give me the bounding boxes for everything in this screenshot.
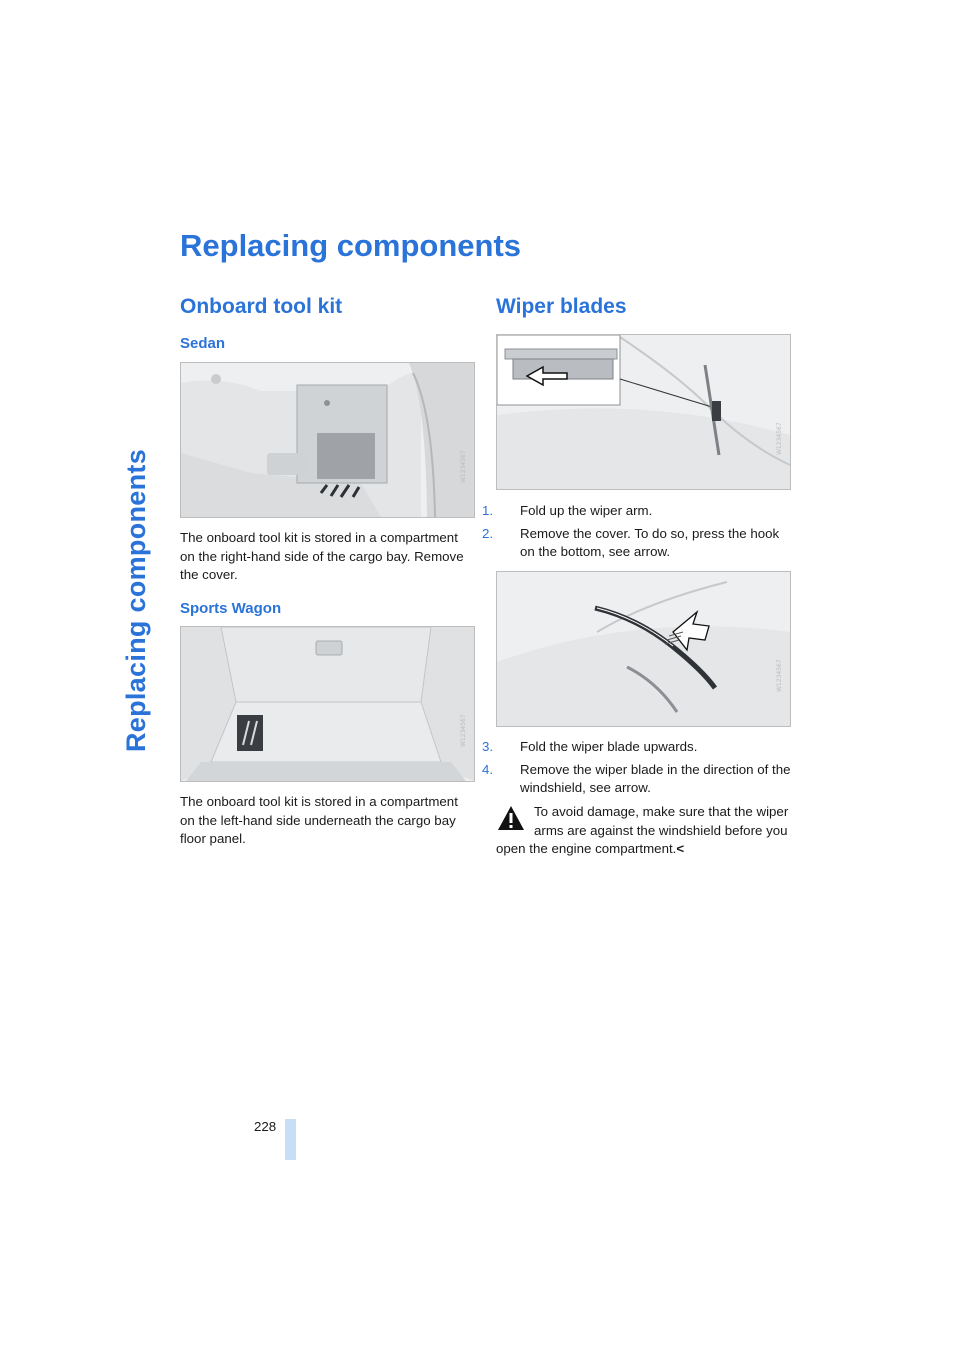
warning-end-mark: < (676, 841, 685, 856)
wagon-text: The onboard tool kit is stored in a compartment on the left-hand side underneath the cargo bay floor panel. (180, 794, 458, 846)
page-number: 228 (254, 1119, 277, 1134)
step-item (482, 502, 792, 521)
step-number: 3. (482, 739, 494, 754)
sedan-heading: Sedan (180, 335, 226, 352)
svg-text:W1234567: W1234567 (460, 450, 467, 483)
wiper-steps-a (482, 502, 792, 566)
wiper-blades-heading: Wiper blades (496, 295, 627, 318)
step-item (482, 761, 792, 798)
svg-text:W1234567: W1234567 (776, 659, 783, 692)
svg-text:W1234567: W1234567 (460, 714, 467, 747)
step-number: 2. (482, 525, 494, 541)
step-item (482, 525, 792, 562)
step-item (482, 738, 792, 757)
wagon-cargo-illustration (180, 626, 475, 782)
warning-note (496, 803, 792, 859)
page-marker-bar (285, 1119, 296, 1160)
sedan-text: The onboard tool kit is stored in a compartment on the right-hand side of the cargo bay. Remove the cover. (180, 530, 464, 582)
side-chapter-title-text: Replacing components (121, 448, 152, 752)
page-title: Replacing components (180, 228, 522, 263)
svg-text:W1234567: W1234567 (776, 422, 783, 455)
wiper-cover-illustration (496, 334, 791, 490)
step-number: 1. (482, 503, 494, 518)
warning-text: To avoid damage, make sure that the wiper arms are against the windshield before you open the engine compartment. (496, 804, 789, 856)
wiper-steps-b (482, 738, 792, 802)
step-text: Fold the wiper blade upwards. (520, 739, 698, 754)
wiper-blade-illustration (496, 571, 791, 727)
step-number: 4. (482, 761, 494, 777)
warning-triangle-icon (496, 804, 526, 832)
onboard-tool-kit-heading: Onboard tool kit (180, 295, 343, 318)
step-text: Remove the cover. To do so, press the hook on the bottom, see arrow. (520, 525, 780, 559)
sports-wagon-heading: Sports Wagon (180, 600, 282, 617)
step-text: Remove the wiper blade in the direction of the windshield, see arrow. (520, 761, 791, 795)
side-chapter-title (117, 230, 157, 970)
sedan-trunk-illustration (180, 362, 475, 518)
step-text: Fold up the wiper arm. (520, 503, 653, 518)
